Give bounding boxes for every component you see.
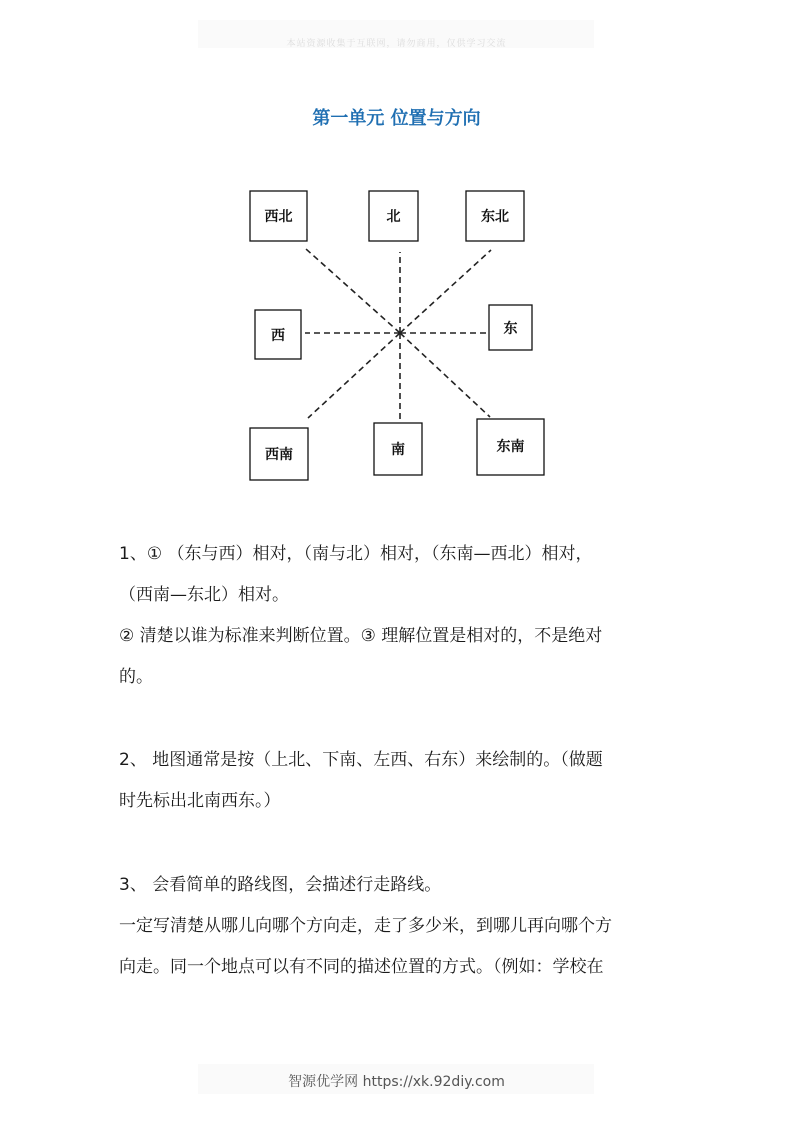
label-northwest: 西北 bbox=[264, 209, 293, 225]
page-title: 第一单元 位置与方向 bbox=[312, 108, 481, 129]
point-3-line-2: 一定写清楚从哪儿向哪个方向走，走了多少米，到哪儿再向哪个方 bbox=[119, 916, 612, 936]
line-northeast bbox=[400, 250, 491, 333]
point-1-line-3: ② 清楚以谁为标准来判断位置。③ 理解位置是相对的，不是绝对 bbox=[119, 626, 603, 646]
label-southeast: 东南 bbox=[496, 439, 525, 455]
point-1-line-1: 1、① （东与西）相对，（南与北）相对，（东南—西北）相对， bbox=[119, 544, 593, 564]
label-north: 北 bbox=[386, 209, 401, 225]
label-east: 东 bbox=[503, 321, 518, 337]
point-2-line-1: 2、 地图通常是按（上北、下南、左西、右东）来绘制的。（做题 bbox=[119, 750, 603, 770]
point-3-line-1: 3、 会看简单的路线图，会描述行走路线。 bbox=[119, 875, 442, 895]
point-3-line-3: 向走。同一个地点可以有不同的描述位置的方式。（例如：学校在 bbox=[119, 957, 604, 977]
line-northwest bbox=[306, 249, 400, 333]
point-1-line-2: （西南—东北）相对。 bbox=[119, 585, 289, 605]
direction-diagram bbox=[0, 0, 793, 520]
label-northeast: 东北 bbox=[481, 209, 509, 225]
label-west: 西 bbox=[271, 328, 285, 344]
point-1-line-4: 的。 bbox=[119, 667, 153, 687]
point-2-line-2: 时先标出北南西东。） bbox=[119, 791, 281, 811]
header-watermark: 本站资源收集于互联网，请勿商用，仅供学习交流 bbox=[286, 39, 507, 49]
label-southwest: 西南 bbox=[265, 447, 293, 463]
footer-site-link[interactable]: 智源优学网 https://xk.92diy.com bbox=[288, 1074, 505, 1090]
line-southwest bbox=[308, 333, 400, 418]
line-southeast bbox=[400, 333, 490, 417]
label-south: 南 bbox=[391, 442, 405, 458]
